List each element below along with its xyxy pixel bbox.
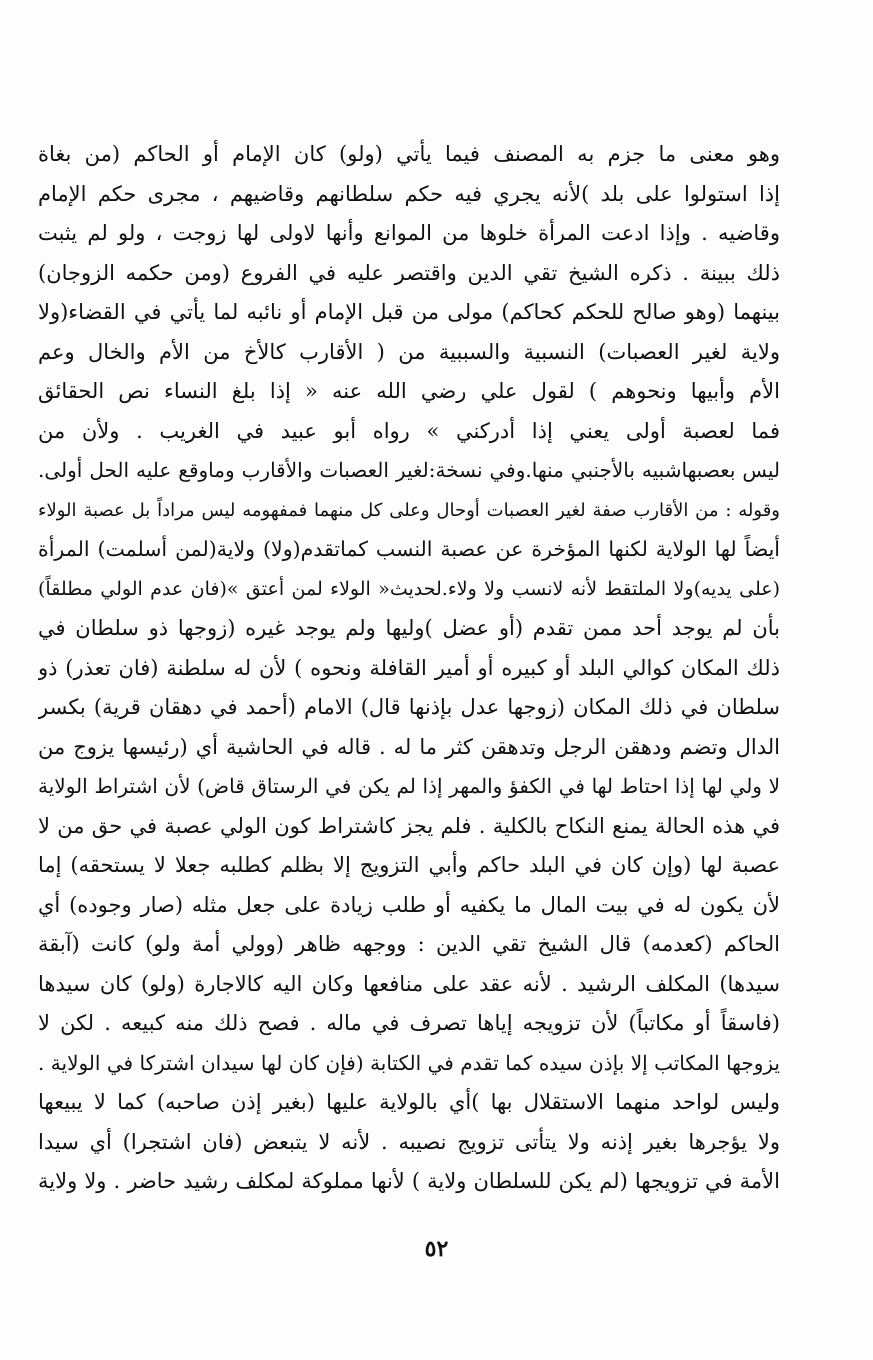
text-line: ولا يؤجرها بغير إذنه ولا يتأتى تزويج نصيبه . لأنه لا يتبعض (فان اشتجرا) أي سيدا — [38, 1129, 780, 1154]
text-line: الأم وأبيها ونحوهم ) لقول علي رضي الله عنه « إذا بلغ النساء نص الحقائق — [38, 379, 780, 403]
text-line: أيضاً لها الولاية لكنها المؤخرة عن عصبة النسب كماتقدم(ولا) ولاية(لمن أسلمت) المرأة — [38, 537, 780, 561]
text-line: (فاسقاً أو مكاتباً) لأن تزويجه إياها تصرف في ماله . فصح ذلك منه كبيعه . لكن لا — [38, 1011, 780, 1035]
text-line: وقاضيه . وإذا ادعت المرأة خلوها من الموانع وأنها لاولى لها زوجت ، ولو لم يثبت — [38, 221, 780, 245]
text-line: يزوجها المكاتب إلا بإذن سيده كما تقدم في الكتابة (فإن كان لها سيدان اشتركا في الولاية . — [38, 1050, 780, 1075]
text-line: سلطان في ذلك المكان (زوجها عدل بإذنها قال) الامام (أحمد في دهقان قرية) بكسر — [38, 695, 780, 719]
text-line: وليس لواحد منهما الاستقلال بها )أي بالولاية عليها (بغير إذن صاحبه) كما لا يبيعها — [38, 1090, 780, 1114]
text-line: ذلك المكان كوالي البلد أو كبيره أو أمير القافلة ونحوه ) لأن له سلطنة (فان تعذر) ذو — [38, 655, 780, 680]
text-line: الحاكم (كعدمه) قال الشيخ تقي الدين : ووجهه ظاهر (وولي أمة ولو) كانت (آبقة — [38, 932, 780, 956]
text-line: فما لعصبة أولى يعني إذا أدركني » رواه أبو عبيد في الغريب . ولأن من — [38, 418, 780, 443]
page-number: ٥٢ — [424, 1236, 449, 1262]
text-line: لأن يكون له في بيت المال ما يكفيه أو طلب زيادة على جعل مثله (صار وجوده) أي — [38, 892, 780, 917]
text-line: ولاية لغير العصبات) النسبية والسببية من ( الأقارب كالأخ من الأم والخال وعم — [38, 339, 780, 364]
text-line: إذا استولوا على بلد )لأنه يجري فيه حكم سلطانهم وقاضيهم ، مجرى حكم الإمام — [38, 181, 780, 206]
text-line: بينهما (وهو صالح للحكم كحاكم) مولى من قبل الإمام أو نائبه لما يأتي في القضاء(ولا — [38, 300, 780, 324]
text-line: بأن لم يوجد أحد ممن تقدم (أو عضل )وليها ولم يوجد غيره (زوجها ذو سلطان في — [38, 616, 780, 640]
text-line: لا ولي لها إذا احتاط لها في الكفؤ والمهر إذا لم يكن في الرستاق قاض) لأن اشتراط الولاية — [38, 774, 780, 798]
text-line: وقوله : من الأقارب صفة لغير العصبات أوحال وعلى كل منهما فمفهومه ليس مراداً بل عصبة الولاء — [38, 499, 780, 521]
text-line: وهو معنى ما جزم به المصنف فيما يأتي (ولو) كان الإمام أو الحاكم (من بغاة — [38, 142, 780, 166]
text-line: في هذه الحالة يمنع النكاح بالكلية . فلم يجز كاشتراط كون الولي عصبة في حق من لا — [38, 813, 780, 838]
text-line: الدال وتضم ودهقن الرجل وتدهقن كثر ما له . قاله في الحاشية أي (رئيسها يزوج من — [38, 734, 780, 759]
text-line: عصبة لها (وإن كان في البلد حاكم وأبي التزويج إلا بظلم كطلبه جعلا لا يستحقه) إما — [38, 853, 780, 877]
text-line: (على يديه)ولا الملتقط لأنه لانسب ولا ولاء.لحديث« الولاء لمن أعتق »(فان عدم الولي مطلقاً) — [38, 577, 780, 600]
text-line: سيدها) المكلف الرشيد . لأنه عقد على منافعها وكان اليه كالاجارة (ولو) كان سيدها — [38, 971, 780, 996]
text-line: الأمة في تزويجها (لم يكن للسلطان ولاية ) لأنها مملوكة لمكلف رشيد حاضر . ولا ولاية — [38, 1169, 780, 1193]
text-line: ليس بعصبهاشبيه بالأجنبي منها.وفي نسخة:لغير العصبات والأقارب وماوقع عليه الحل أولى. — [38, 458, 780, 482]
text-line: ذلك ببينة . ذكره الشيخ تقي الدين واقتصر عليه في الفروع (ومن حكمه الزوجان) — [38, 260, 780, 285]
page-body-text — [38, 135, 780, 1202]
